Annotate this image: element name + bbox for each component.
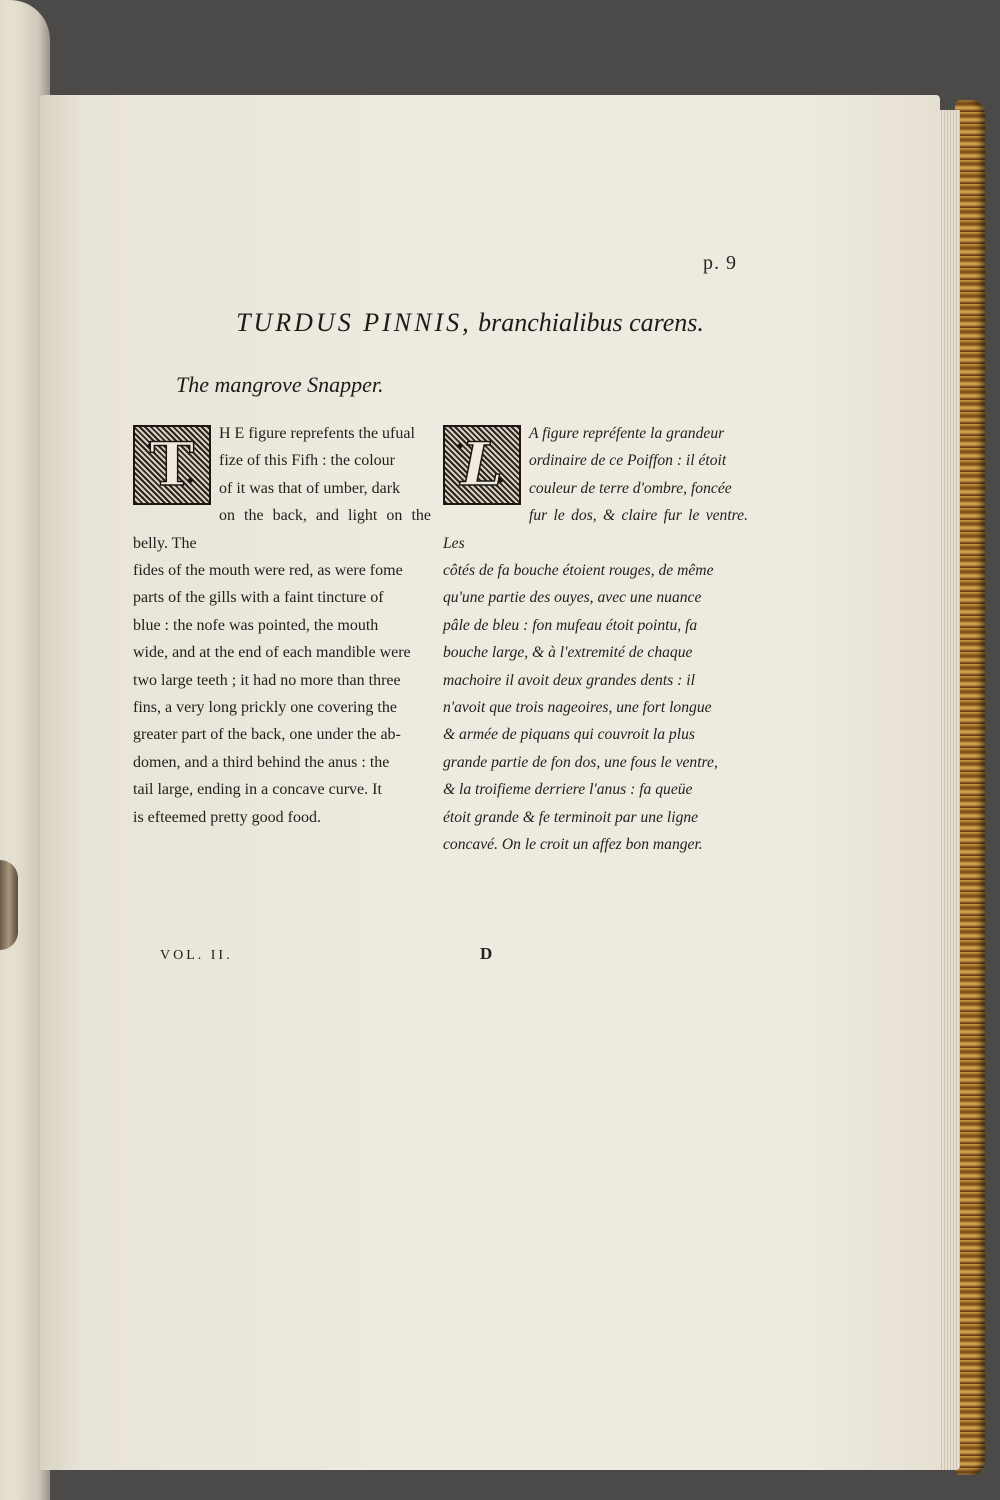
text-line: two large teeth ; it had no more than three xyxy=(133,671,401,689)
volume-footer: VOL. II. xyxy=(160,948,233,963)
ornamental-dropcap-l: L xyxy=(443,425,521,505)
text-line: of it was that of umber, dark xyxy=(219,479,401,497)
text-line: A figure repréfente la grandeur xyxy=(529,425,725,442)
text-line: étoit grande & fe terminoit par une ligne xyxy=(443,808,699,826)
text-line: côtés de fa bouche étoient rouges, de même xyxy=(443,562,714,580)
text-line: qu'une partie des ouyes, avec une nuance xyxy=(443,589,702,607)
text-line: pâle de bleu : fon mufeau étoit pointu, fa xyxy=(443,616,698,634)
french-text-column xyxy=(443,420,748,859)
text-line: couleur de terre d'ombre, foncée xyxy=(529,479,732,497)
text-line: ordinaire de ce Poiffon : il étoit xyxy=(529,452,727,470)
text-line: machoire il avoit deux grandes dents : il xyxy=(443,671,695,689)
text-line: blue : the nofe was pointed, the mouth xyxy=(133,616,379,634)
text-line: fur le dos, & claire fur le ventre. Les xyxy=(443,507,748,552)
text-line: fize of this Fifh : the colour xyxy=(219,452,395,470)
text-line: tail large, ending in a concave curve. It xyxy=(133,781,382,799)
text-line: is efteemed pretty good food. xyxy=(133,808,321,826)
page-number: p. 9 xyxy=(703,252,737,274)
text-line: fides of the mouth were red, as were fome xyxy=(133,562,403,580)
signature-mark: D xyxy=(480,944,493,963)
text-line: greater part of the back, one under the ab- xyxy=(133,726,401,744)
common-name-subtitle: The mangrove Snapper. xyxy=(176,372,384,397)
left-page-curl xyxy=(0,860,18,950)
text-line: wide, and at the end of each mandible were xyxy=(133,644,411,662)
text-line: concavé. On le croit un affez bon manger. xyxy=(443,836,703,854)
title-description: branchialibus carens. xyxy=(471,308,704,337)
english-text-column xyxy=(133,420,431,831)
text-line: bouche large, & à l'extremité de chaque xyxy=(443,644,693,662)
title-genus: TURDUS PINNIS, xyxy=(236,308,472,337)
text-line: parts of the gills with a faint tincture of xyxy=(133,589,384,607)
text-line: on the back, and light on the belly. The xyxy=(133,507,431,552)
text-line: H E figure reprefents the ufual xyxy=(219,425,415,442)
text-line: grande partie de fon dos, une fous le ventre, xyxy=(443,753,718,771)
text-line: domen, and a third behind the anus : the xyxy=(133,753,390,771)
text-line: & la troifieme derriere l'anus : fa queüe xyxy=(443,781,693,799)
text-line: fins, a very long prickly one covering the xyxy=(133,699,397,717)
text-line: & armée de piquans qui couvroit la plus xyxy=(443,726,695,744)
ornamental-dropcap-t: T xyxy=(133,425,211,505)
page-title xyxy=(140,308,800,338)
text-line: n'avoit que trois nageoires, une fort longue xyxy=(443,699,712,717)
